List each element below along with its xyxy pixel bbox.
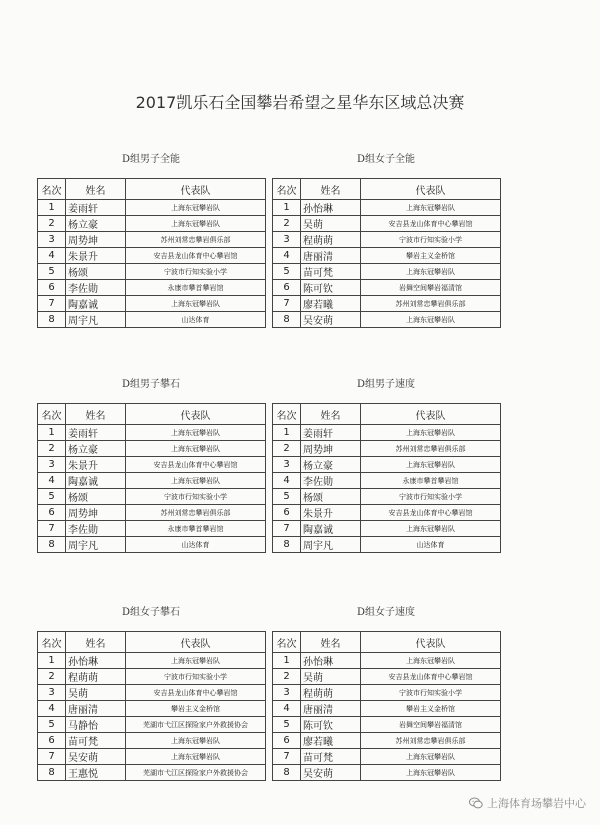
- table-row: [38, 717, 266, 733]
- rank-cell: 5: [38, 264, 66, 280]
- results-block-girls-speed: [272, 607, 500, 781]
- name-cell: 姜雨轩: [301, 425, 361, 441]
- name-cell: 吴萌: [301, 669, 361, 685]
- table-row: [273, 457, 501, 473]
- rank-cell: 3: [273, 685, 301, 701]
- team-cell: 苏州刘常忠攀岩俱乐部: [126, 505, 266, 521]
- rank-cell: 5: [273, 264, 301, 280]
- table-row: [38, 701, 266, 717]
- rank-cell: 1: [38, 425, 66, 441]
- name-cell: 周宇凡: [66, 537, 126, 553]
- team-cell: 苏州刘常忠攀岩俱乐部: [126, 232, 266, 248]
- team-cell: 上海东冠攀岩队: [126, 653, 266, 669]
- table-row: [38, 505, 266, 521]
- name-cell: 程萌萌: [66, 669, 126, 685]
- table-row: [273, 425, 501, 441]
- team-cell: 上海东冠攀岩队: [361, 521, 501, 537]
- table-row: [38, 457, 266, 473]
- name-cell: 马静怡: [66, 717, 126, 733]
- name-cell: 吴安萌: [301, 312, 361, 328]
- rank-cell: 2: [38, 669, 66, 685]
- name-cell: 周势坤: [66, 232, 126, 248]
- rank-cell: 5: [273, 489, 301, 505]
- rank-cell: 2: [38, 441, 66, 457]
- team-cell: 山达体育: [126, 537, 266, 553]
- name-cell: 姜雨轩: [66, 200, 126, 216]
- results-block-girls-overall: [272, 154, 500, 328]
- team-cell: 安吉县龙山体育中心攀岩馆: [361, 216, 501, 232]
- table-row: [273, 749, 501, 765]
- name-cell: 唐丽清: [301, 248, 361, 264]
- table-row: [38, 473, 266, 489]
- block-title: D组女子全能: [356, 154, 416, 165]
- header-rank: 名次: [38, 404, 66, 425]
- results-block-boys-bouldering: [37, 379, 265, 553]
- rank-cell: 4: [273, 473, 301, 489]
- table-row: [38, 489, 266, 505]
- results-table: [272, 403, 501, 553]
- rank-cell: 1: [38, 653, 66, 669]
- block-title: D组男子速度: [356, 379, 416, 390]
- rank-cell: 1: [38, 200, 66, 216]
- name-cell: 李佐勋: [66, 280, 126, 296]
- table-row: [273, 653, 501, 669]
- name-cell: 朱景升: [66, 457, 126, 473]
- results-block-girls-bouldering: [37, 607, 265, 781]
- rank-cell: 2: [273, 216, 301, 232]
- rank-cell: 1: [273, 653, 301, 669]
- table-row: [273, 765, 501, 781]
- team-cell: 攀岩主义金桥馆: [361, 701, 501, 717]
- team-cell: 永康市攀首攀岩馆: [126, 280, 266, 296]
- team-cell: 上海东冠攀岩队: [361, 312, 501, 328]
- header-rank: 名次: [273, 404, 301, 425]
- name-cell: 苗可梵: [301, 264, 361, 280]
- table-row: [273, 441, 501, 457]
- page-title: 2017凯乐石全国攀岩希望之星华东区域总决赛: [135, 93, 465, 112]
- name-cell: 唐丽清: [66, 701, 126, 717]
- watermark: [469, 795, 586, 811]
- team-cell: 宁波市行知实验小学: [126, 264, 266, 280]
- results-block-boys-overall: [37, 154, 265, 328]
- name-cell: 苗可梵: [301, 749, 361, 765]
- name-cell: 陶嘉诚: [66, 473, 126, 489]
- table-row: [38, 521, 266, 537]
- table-row: [273, 685, 501, 701]
- name-cell: 陈可钦: [301, 717, 361, 733]
- name-cell: 陶嘉诚: [301, 521, 361, 537]
- rank-cell: 6: [38, 733, 66, 749]
- rank-cell: 8: [38, 312, 66, 328]
- rank-cell: 8: [38, 765, 66, 781]
- table-row: [38, 280, 266, 296]
- team-cell: 上海东冠攀岩队: [126, 441, 266, 457]
- rank-cell: 5: [38, 717, 66, 733]
- results-block-boys-speed: [272, 379, 500, 553]
- team-cell: 安吉县龙山体育中心攀岩馆: [361, 669, 501, 685]
- team-cell: 岩舞空间攀岩福清馆: [361, 717, 501, 733]
- name-cell: 陈可钦: [301, 280, 361, 296]
- table-row: [273, 248, 501, 264]
- rank-cell: 4: [38, 473, 66, 489]
- header-team: 代表队: [361, 404, 501, 425]
- table-row: [38, 425, 266, 441]
- name-cell: 周宇凡: [301, 537, 361, 553]
- name-cell: 王惠悦: [66, 765, 126, 781]
- rank-cell: 7: [38, 521, 66, 537]
- name-cell: 程萌萌: [301, 232, 361, 248]
- table-row: [38, 685, 266, 701]
- rank-cell: 2: [273, 669, 301, 685]
- header-rank: 名次: [38, 179, 66, 200]
- header-team: 代表队: [361, 632, 501, 653]
- block-title: D组男子全能: [121, 154, 181, 165]
- table-row: [273, 537, 501, 553]
- rank-cell: 3: [38, 232, 66, 248]
- table-row: [273, 200, 501, 216]
- name-cell: 廖若曦: [301, 733, 361, 749]
- name-cell: 孙怡琳: [66, 653, 126, 669]
- table-header-row: [38, 404, 266, 425]
- team-cell: 岩舞空间攀岩福清馆: [361, 280, 501, 296]
- table-row: [38, 296, 266, 312]
- team-cell: 宁波市行知实验小学: [126, 669, 266, 685]
- table-row: [38, 765, 266, 781]
- team-cell: 上海东冠攀岩队: [126, 473, 266, 489]
- name-cell: 杨颂: [66, 489, 126, 505]
- name-cell: 杨颂: [301, 489, 361, 505]
- table-row: [38, 653, 266, 669]
- table-row: [38, 216, 266, 232]
- header-team: 代表队: [126, 404, 266, 425]
- results-table: [272, 178, 501, 328]
- table-row: [273, 216, 501, 232]
- team-cell: 安吉县龙山体育中心攀岩馆: [126, 685, 266, 701]
- team-cell: 永康市攀首攀岩馆: [126, 521, 266, 537]
- name-cell: 唐丽清: [301, 701, 361, 717]
- team-cell: 苏州刘常忠攀岩俱乐部: [361, 733, 501, 749]
- rank-cell: 4: [38, 248, 66, 264]
- header-team: 代表队: [126, 179, 266, 200]
- table-row: [273, 521, 501, 537]
- team-cell: 苏州刘常忠攀岩俱乐部: [361, 441, 501, 457]
- header-name: 姓名: [301, 179, 361, 200]
- wechat-icon: [469, 797, 483, 809]
- rank-cell: 7: [38, 749, 66, 765]
- table-row: [273, 717, 501, 733]
- team-cell: 宁波市行知实验小学: [126, 489, 266, 505]
- team-cell: 上海东冠攀岩队: [126, 733, 266, 749]
- results-table: [272, 631, 501, 781]
- rank-cell: 4: [273, 701, 301, 717]
- header-team: 代表队: [126, 632, 266, 653]
- table-row: [273, 264, 501, 280]
- rank-cell: 6: [273, 280, 301, 296]
- table-header-row: [38, 632, 266, 653]
- team-cell: 上海东冠攀岩队: [126, 425, 266, 441]
- rank-cell: 2: [38, 216, 66, 232]
- rank-cell: 3: [38, 457, 66, 473]
- rank-cell: 6: [273, 733, 301, 749]
- team-cell: 山达体育: [361, 537, 501, 553]
- table-row: [38, 232, 266, 248]
- team-cell: 宁波市行知实验小学: [361, 685, 501, 701]
- table-row: [273, 701, 501, 717]
- rank-cell: 4: [273, 248, 301, 264]
- rank-cell: 5: [273, 717, 301, 733]
- rank-cell: 8: [38, 537, 66, 553]
- table-header-row: [273, 404, 501, 425]
- table-row: [273, 669, 501, 685]
- table-row: [273, 312, 501, 328]
- header-rank: 名次: [273, 179, 301, 200]
- block-title: D组女子攀石: [121, 607, 181, 618]
- name-cell: 朱景升: [301, 505, 361, 521]
- team-cell: 宁波市行知实验小学: [361, 232, 501, 248]
- name-cell: 李佐勋: [66, 521, 126, 537]
- team-cell: 攀岩主义金桥馆: [126, 701, 266, 717]
- team-cell: 安吉县龙山体育中心攀岩馆: [361, 505, 501, 521]
- name-cell: 姜雨轩: [66, 425, 126, 441]
- results-table: [37, 403, 266, 553]
- team-cell: 上海东冠攀岩队: [361, 425, 501, 441]
- header-name: 姓名: [301, 632, 361, 653]
- team-cell: 山达体育: [126, 312, 266, 328]
- table-header-row: [38, 179, 266, 200]
- rank-cell: 2: [273, 441, 301, 457]
- rank-cell: 8: [273, 537, 301, 553]
- rank-cell: 3: [273, 232, 301, 248]
- team-cell: 芜湖市弋江区探险家户外救援协会: [126, 717, 266, 733]
- rank-cell: 3: [273, 457, 301, 473]
- table-row: [273, 232, 501, 248]
- table-row: [273, 296, 501, 312]
- results-table: [37, 178, 266, 328]
- table-row: [273, 489, 501, 505]
- rank-cell: 6: [38, 505, 66, 521]
- team-cell: 上海东冠攀岩队: [126, 216, 266, 232]
- team-cell: 上海东冠攀岩队: [361, 264, 501, 280]
- results-table: [37, 631, 266, 781]
- team-cell: 上海东冠攀岩队: [361, 749, 501, 765]
- block-title: D组男子攀石: [121, 379, 181, 390]
- table-row: [38, 200, 266, 216]
- team-cell: 安吉县龙山体育中心攀岩馆: [126, 457, 266, 473]
- team-cell: 攀岩主义金桥馆: [361, 248, 501, 264]
- name-cell: 杨立豪: [66, 441, 126, 457]
- table-header-row: [273, 632, 501, 653]
- rank-cell: 7: [273, 521, 301, 537]
- table-header-row: [273, 179, 501, 200]
- team-cell: 上海东冠攀岩队: [361, 200, 501, 216]
- name-cell: 周势坤: [301, 441, 361, 457]
- name-cell: 吴萌: [301, 216, 361, 232]
- name-cell: 孙怡琳: [301, 653, 361, 669]
- table-row: [38, 669, 266, 685]
- team-cell: 上海东冠攀岩队: [126, 296, 266, 312]
- rank-cell: 6: [273, 505, 301, 521]
- team-cell: 上海东冠攀岩队: [361, 765, 501, 781]
- rank-cell: 4: [38, 701, 66, 717]
- name-cell: 杨立豪: [66, 216, 126, 232]
- name-cell: 杨立豪: [301, 457, 361, 473]
- name-cell: 吴安萌: [66, 749, 126, 765]
- header-name: 姓名: [66, 404, 126, 425]
- rank-cell: 7: [38, 296, 66, 312]
- name-cell: 朱景升: [66, 248, 126, 264]
- name-cell: 周势坤: [66, 505, 126, 521]
- name-cell: 李佐勋: [301, 473, 361, 489]
- table-row: [273, 473, 501, 489]
- table-row: [38, 312, 266, 328]
- rank-cell: 6: [38, 280, 66, 296]
- rank-cell: 3: [38, 685, 66, 701]
- team-cell: 芜湖市弋江区探险家户外救援协会: [126, 765, 266, 781]
- team-cell: 永康市攀首攀岩馆: [361, 473, 501, 489]
- rank-cell: 7: [273, 296, 301, 312]
- header-team: 代表队: [361, 179, 501, 200]
- header-name: 姓名: [66, 179, 126, 200]
- rank-cell: 5: [38, 489, 66, 505]
- table-row: [38, 537, 266, 553]
- name-cell: 孙怡琳: [301, 200, 361, 216]
- team-cell: 上海东冠攀岩队: [361, 457, 501, 473]
- table-row: [38, 733, 266, 749]
- header-name: 姓名: [66, 632, 126, 653]
- team-cell: 安吉县龙山体育中心攀岩馆: [126, 248, 266, 264]
- header-rank: 名次: [273, 632, 301, 653]
- rank-cell: 1: [273, 425, 301, 441]
- team-cell: 上海东冠攀岩队: [126, 749, 266, 765]
- rank-cell: 8: [273, 765, 301, 781]
- table-row: [273, 733, 501, 749]
- team-cell: 上海东冠攀岩队: [126, 200, 266, 216]
- watermark-text: 上海体育场攀岩中心: [487, 797, 586, 810]
- team-cell: 上海东冠攀岩队: [361, 653, 501, 669]
- name-cell: 吴安萌: [301, 765, 361, 781]
- team-cell: 苏州刘常忠攀岩俱乐部: [361, 296, 501, 312]
- header-rank: 名次: [38, 632, 66, 653]
- rank-cell: 8: [273, 312, 301, 328]
- name-cell: 吴萌: [66, 685, 126, 701]
- rank-cell: 7: [273, 749, 301, 765]
- block-title: D组女子速度: [356, 607, 416, 618]
- name-cell: 苗可梵: [66, 733, 126, 749]
- table-row: [38, 441, 266, 457]
- name-cell: 廖若曦: [301, 296, 361, 312]
- rank-cell: 1: [273, 200, 301, 216]
- table-row: [273, 280, 501, 296]
- name-cell: 陶嘉诚: [66, 296, 126, 312]
- table-row: [38, 248, 266, 264]
- table-row: [38, 749, 266, 765]
- header-name: 姓名: [301, 404, 361, 425]
- table-row: [273, 505, 501, 521]
- table-row: [38, 264, 266, 280]
- name-cell: 程萌萌: [301, 685, 361, 701]
- name-cell: 杨颂: [66, 264, 126, 280]
- name-cell: 周宇凡: [66, 312, 126, 328]
- team-cell: 宁波市行知实验小学: [361, 489, 501, 505]
